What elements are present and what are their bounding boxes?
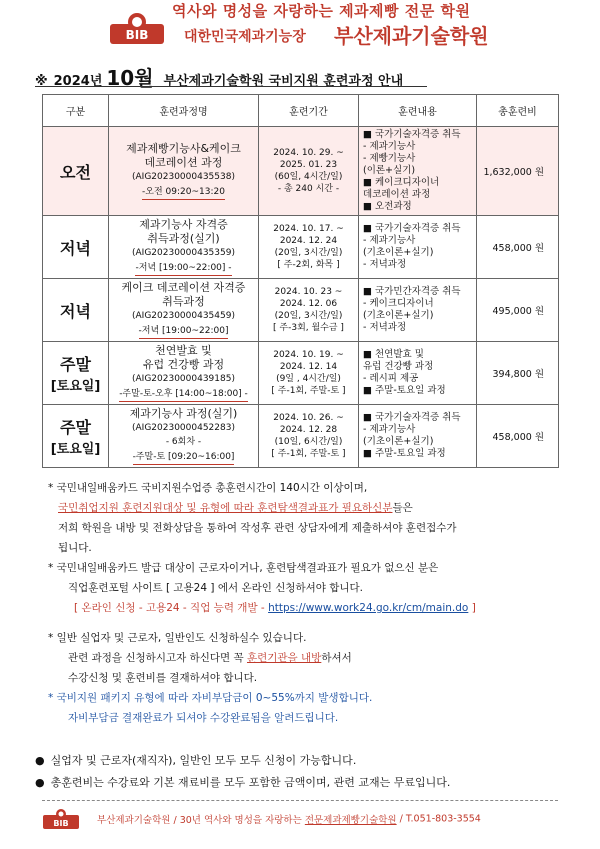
note-line: [48, 648, 568, 668]
notes-section: [48, 478, 568, 728]
period-line: 2024. 12. 24: [279, 236, 338, 246]
bullet-dot-icon: ●: [35, 776, 45, 789]
table-header-row: [43, 95, 559, 127]
content-cell: [359, 216, 477, 279]
fee-cell: 458,000 원: [477, 216, 559, 279]
course-time: -주말-토 [09:20~16:00]: [133, 450, 235, 465]
course-name-line: 천연발효 및: [155, 344, 212, 357]
table-row: [43, 405, 559, 468]
division-cell: [43, 405, 109, 468]
logo-text: BIB: [125, 28, 149, 42]
division-label: 저녁: [60, 238, 91, 258]
period-line: 2024. 12. 06: [279, 299, 338, 309]
bib-logo-icon: [108, 12, 166, 48]
course-name-cell: [109, 405, 259, 468]
note-line: * 국민내일배움카드 국비지원수업증 총훈련시간이 140시간 이상이며,: [48, 482, 368, 494]
content-line: ■ 케이크디자이너: [363, 177, 440, 188]
period-cell: [259, 279, 359, 342]
content-line: - 레시피 제공: [363, 373, 419, 384]
content-line: - 저녁과정: [363, 259, 407, 270]
period-line: [ 주-1회, 주말-토 ]: [271, 449, 346, 459]
course-code: (AIG20230000435538): [132, 172, 235, 182]
content-line: ■ 국가기술자격증 취득: [363, 129, 461, 140]
period-line: 2025. 01. 23: [279, 160, 338, 170]
course-name-line: 케이크 데코레이션 자격증: [121, 281, 246, 294]
course-name-cell: [109, 279, 259, 342]
course-time: -저녁 [19:00~22:00] -: [135, 261, 231, 276]
note-line: [48, 498, 568, 518]
header-period: 훈련기간: [259, 95, 359, 127]
content-line: ■ 오전과정: [363, 201, 412, 212]
page-header: [0, 0, 600, 60]
subtitle-underline: [35, 86, 427, 87]
course-name-line: 취득과정: [162, 295, 205, 308]
course-code: (AIG20230000435459): [132, 311, 235, 321]
course-code: (AIG20230000439185): [132, 374, 235, 384]
note-line: * 일반 실업자 및 근로자, 일반인도 신청하실수 있습니다.: [48, 632, 307, 644]
content-line: (기초이론+실기): [363, 247, 434, 258]
note-line: 자비부담금 결재완료가 되셔야 수강완료됨을 알려드립니다.: [68, 712, 339, 724]
note-line: 됩니다.: [58, 542, 92, 554]
content-line: ■ 국가기술자격증 취득: [363, 412, 461, 423]
academy-name: 부산제과기술학원: [334, 24, 489, 48]
content-line: (기초이론+실기): [363, 436, 434, 447]
table-row: [43, 279, 559, 342]
period-cell: [259, 405, 359, 468]
content-line: (이론+실기): [363, 165, 416, 176]
content-line: (기초이론+실기): [363, 310, 434, 321]
note-line: 저희 학원을 내방 및 전화상담을 통하여 작성후 관련 상담자에게 제출하셔야 훈련접수가: [58, 522, 457, 534]
footer-logo-text: BIB: [53, 819, 69, 828]
slogan: 역사와 명성을 자랑하는 제과제빵 전문 학원: [172, 2, 471, 20]
course-session: - 6회차 -: [165, 437, 202, 447]
work24-link[interactable]: https://www.work24.go.kr/cm/main.do: [268, 602, 469, 614]
table-row: [43, 342, 559, 405]
note-highlight: 훈련기관을 내방: [246, 652, 322, 664]
division-sublabel: [토요일]: [50, 379, 101, 394]
content-line: - 제과기능사: [363, 424, 416, 435]
content-cell: [359, 405, 477, 468]
footer-phone: / T.051-803-3554: [399, 813, 481, 825]
bullet-dot-icon: ●: [35, 754, 45, 767]
course-name-line: 유럽 건강빵 과정: [142, 358, 225, 371]
division-cell: [43, 279, 109, 342]
period-line: 2024. 10. 29. ~: [273, 148, 344, 158]
bullet-text: 총훈련비는 수강료와 기본 재료비를 모두 포함한 금액이며, 관련 교재는 무료입니다.: [50, 776, 451, 789]
course-time: -주말-토-오후 [14:00~18:00] -: [119, 387, 248, 402]
fee-cell: 1,632,000 원: [477, 127, 559, 216]
period-line: [ 주-2회, 화목 ]: [277, 260, 340, 270]
note-line: * 국비지원 패키지 유형에 따라 자비부담금이 0~55%까지 발생합니다.: [48, 692, 373, 704]
period-line: (20일, 3시간/일): [274, 311, 343, 321]
note-highlight: ]: [471, 602, 476, 614]
course-code: (AIG20230000452283): [132, 423, 235, 433]
note-line: [48, 618, 568, 628]
content-line: ■ 천연발효 및: [363, 349, 424, 360]
course-name-cell: [109, 216, 259, 279]
period-cell: [259, 216, 359, 279]
content-line: ■ 국가기술자격증 취득: [363, 223, 461, 234]
content-line: - 케이크디자이너: [363, 298, 434, 309]
period-line: 2024. 10. 26. ~: [273, 413, 344, 423]
header-fee: 총훈련비: [477, 95, 559, 127]
note-line: 수강신청 및 훈련비를 결재하셔야 합니다.: [68, 672, 258, 684]
course-name-cell: [109, 127, 259, 216]
period-line: (10일, 6시간/일): [274, 437, 343, 447]
course-code: (AIG20230000435359): [132, 248, 235, 258]
content-line: 데코레이션 과정: [363, 189, 431, 200]
period-line: (20일, 3시간/일): [274, 248, 343, 258]
association-name: 대한민국제과기능장: [184, 29, 306, 45]
period-line: (60일, 4시간/일): [274, 172, 343, 182]
page-footer: [42, 808, 582, 830]
division-label: 주말: [60, 418, 91, 437]
course-name-cell: [109, 342, 259, 405]
period-line: (9일 , 4시간/일): [276, 374, 341, 384]
content-cell: [359, 279, 477, 342]
period-line: [ 주-3회, 월수금 ]: [273, 323, 344, 333]
period-line: - 총 240 시간 -: [277, 184, 340, 194]
bullet-line: [35, 772, 575, 794]
content-line: - 제과기능사: [363, 235, 416, 246]
period-line: 2024. 12. 14: [279, 362, 338, 372]
note-text: 들은: [392, 502, 413, 514]
course-time: -저녁 [19:00~22:00]: [139, 324, 229, 339]
division-cell: [43, 342, 109, 405]
course-name-line: 취득과정(실기): [147, 232, 220, 245]
content-cell: [359, 127, 477, 216]
period-line: 2024. 10. 23 ~: [274, 287, 343, 297]
course-name-line: 제과제빵기능사&케이크: [126, 142, 241, 155]
subtitle-text: 부산제과기술학원 국비지원 훈련과정 안내: [163, 74, 404, 89]
division-cell: [43, 127, 109, 216]
fee-cell: 458,000 원: [477, 405, 559, 468]
content-line: - 제과기능사: [363, 141, 416, 152]
header-content: 훈련내용: [359, 95, 477, 127]
note-mark: ※: [35, 74, 48, 89]
note-line: 직업훈련포털 사이트 [ 고용24 ] 에서 온라인 신청하셔야 합니다.: [68, 582, 364, 594]
course-name-line: 제과기능사 자격증: [139, 218, 228, 231]
content-cell: [359, 342, 477, 405]
course-name-line: 데코레이션 과정: [144, 156, 223, 169]
content-line: - 제빵기능사: [363, 153, 416, 164]
division-label: 주말: [60, 355, 91, 374]
table-row: [43, 216, 559, 279]
note-line: * 국민내일배움카드 발급 대상이 근로자이거나, 훈련탐색결과표가 필요가 없으신 분은: [48, 562, 439, 574]
content-line: ■ 주말-토요일 과정: [363, 448, 446, 459]
bullet-line: [35, 750, 575, 772]
note-text: 관련 과정을 신청하시고자 하신다면 꼭: [68, 652, 244, 664]
content-line: ■ 국가민간자격증 취득: [363, 286, 461, 297]
footer-highlight: 전문제과제빵기술학원: [304, 815, 397, 826]
note-highlight: [ 온라인 신청 - 고용24 - 직업 능력 개발 -: [74, 602, 265, 614]
table-row: [43, 127, 559, 216]
bullet-section: [35, 750, 575, 794]
footer-logo-icon: [42, 808, 80, 830]
content-line: - 저녁과정: [363, 322, 407, 333]
content-line: 유럽 건강빵 과정: [363, 361, 434, 372]
content-line: ■ 주말-토요일 과정: [363, 385, 446, 396]
footer-text: 부산제과기술학원 / 30년 역사와 명성을 자랑하는: [97, 815, 302, 826]
fee-cell: 495,000 원: [477, 279, 559, 342]
subtitle-month: 10월: [106, 66, 154, 90]
footer-divider: [42, 800, 558, 801]
header-course-name: 훈련과정명: [109, 95, 259, 127]
course-name-line: 제과기능사 과정(실기): [129, 407, 238, 420]
period-line: 2024. 10. 19. ~: [273, 350, 344, 360]
period-line: 2024. 12. 28: [279, 425, 338, 435]
period-cell: [259, 127, 359, 216]
subtitle-year: 2024년: [53, 74, 103, 89]
note-highlight: 국민취업지원 훈련지원대상 및 유형에 따라 훈련탐색결과표가 필요하신분: [58, 502, 393, 514]
course-table: [42, 94, 559, 468]
course-time: -오전 09:20~13:20: [142, 185, 225, 200]
division-cell: [43, 216, 109, 279]
fee-cell: 394,800 원: [477, 342, 559, 405]
period-line: [ 주-1회, 주말-토 ]: [271, 386, 346, 396]
period-line: 2024. 10. 17. ~: [273, 224, 344, 234]
bullet-text: 실업자 및 근로자(재직자), 일반인 모두 모두 신청이 가능합니다.: [50, 754, 357, 767]
note-text: 하셔서: [321, 652, 352, 664]
header-division: 구분: [43, 95, 109, 127]
note-line: [48, 598, 568, 618]
period-cell: [259, 342, 359, 405]
division-label: 저녁: [60, 301, 91, 321]
division-label: 오전: [60, 162, 91, 182]
division-sublabel: [토요일]: [50, 442, 101, 457]
